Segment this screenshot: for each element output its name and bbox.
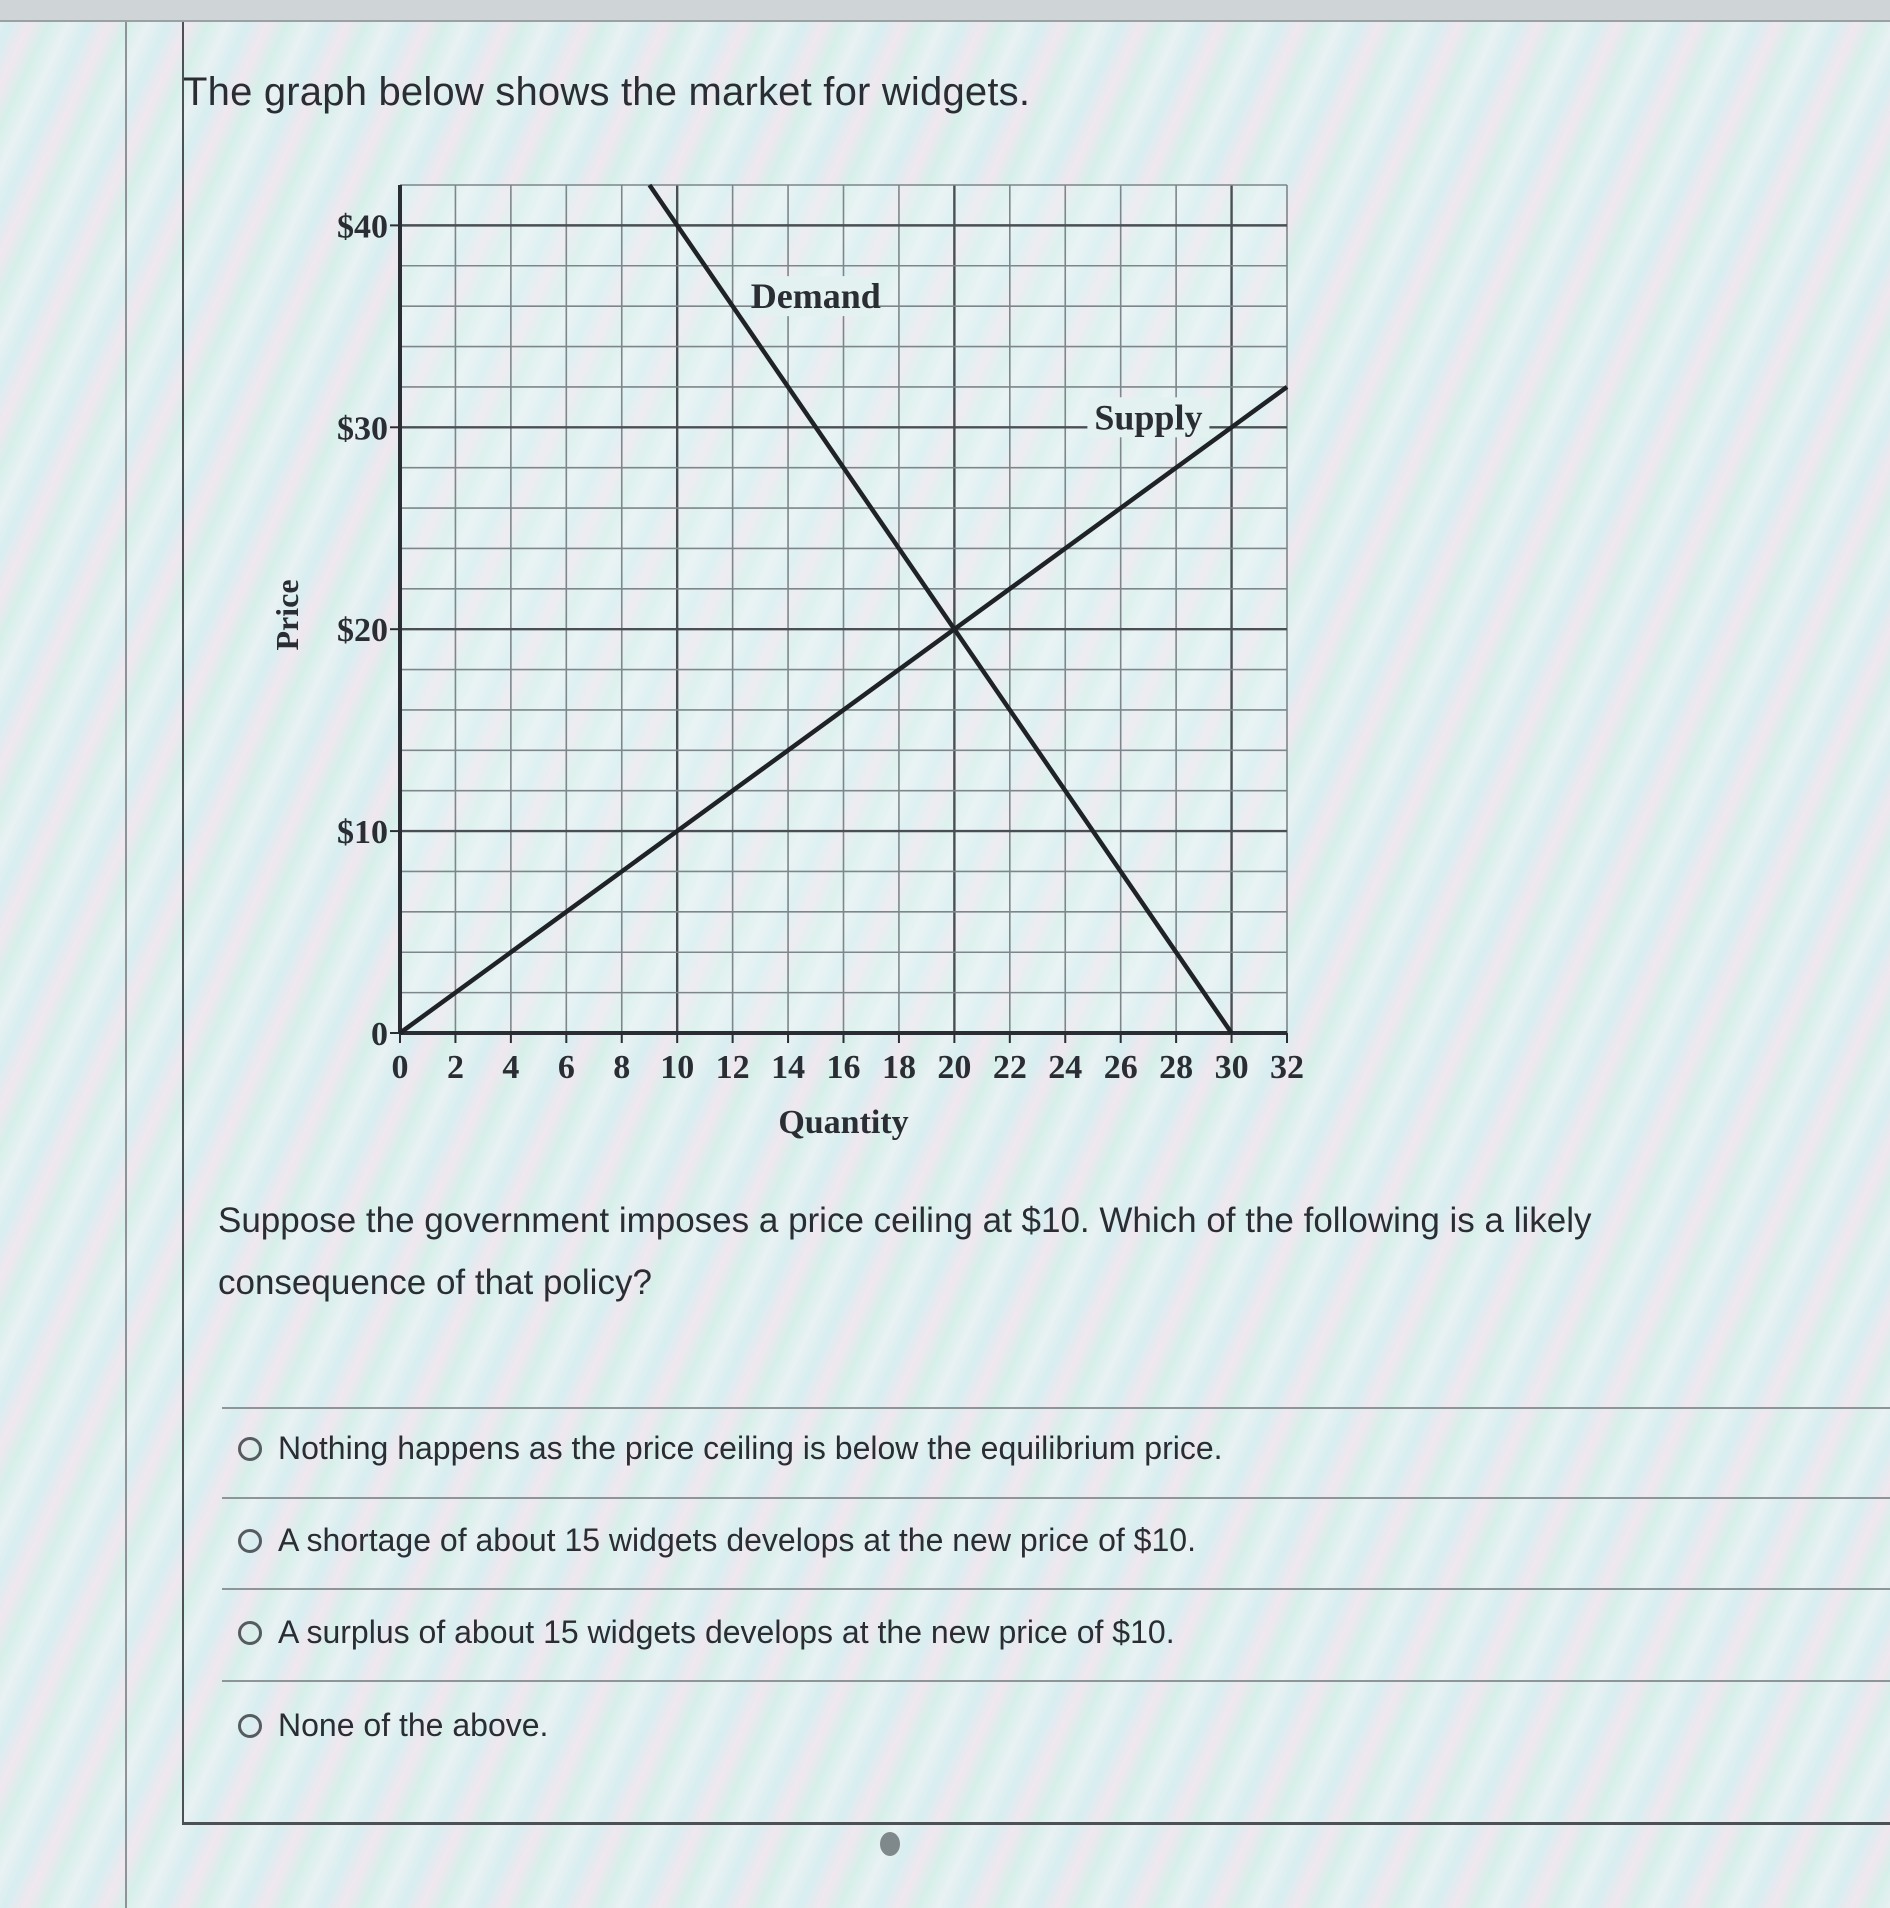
y-tick-label: $40 xyxy=(337,208,388,246)
x-tick-label: 18 xyxy=(881,1049,916,1086)
radio-button-icon[interactable] xyxy=(238,1621,262,1645)
radio-button-icon[interactable] xyxy=(238,1529,262,1553)
option-label: None of the above. xyxy=(278,1707,549,1743)
x-tick-label: 26 xyxy=(1103,1049,1138,1086)
x-tick-label: 24 xyxy=(1048,1049,1083,1086)
option-shortage[interactable] xyxy=(238,1522,1196,1559)
x-tick-label: 2 xyxy=(446,1049,464,1086)
supply-label: Supply xyxy=(1094,397,1203,438)
option-nothing-happens[interactable] xyxy=(238,1430,1223,1467)
x-axis-label: Quantity xyxy=(778,1104,909,1141)
y-tick-label: $20 xyxy=(337,612,388,650)
option-divider xyxy=(222,1680,1890,1682)
y-tick-label: 0 xyxy=(371,1016,388,1053)
option-surplus[interactable] xyxy=(238,1614,1175,1651)
option-none[interactable] xyxy=(238,1707,548,1744)
y-tick-label: $10 xyxy=(337,814,388,852)
option-label: A surplus of about 15 widgets develops at the new price of $10. xyxy=(278,1614,1175,1650)
x-tick-label: 4 xyxy=(502,1049,520,1086)
y-tick-label: $30 xyxy=(337,410,388,448)
camera-dot xyxy=(880,1832,900,1856)
option-divider xyxy=(222,1497,1890,1499)
demand-label: Demand xyxy=(750,276,881,317)
x-tick-label: 14 xyxy=(771,1049,806,1086)
x-tick-label: 22 xyxy=(992,1049,1027,1086)
option-divider xyxy=(222,1407,1890,1409)
x-tick-label: 12 xyxy=(715,1049,750,1086)
radio-button-icon[interactable] xyxy=(238,1437,262,1461)
x-tick-label: 0 xyxy=(391,1049,409,1086)
option-divider xyxy=(222,1588,1890,1590)
page-title: The graph below shows the market for widgets. xyxy=(183,70,1031,114)
x-tick-label: 20 xyxy=(937,1049,972,1086)
x-tick-label: 8 xyxy=(613,1049,631,1086)
option-label: A shortage of about 15 widgets develops at the new price of $10. xyxy=(278,1522,1196,1558)
x-tick-label: 32 xyxy=(1270,1049,1304,1086)
x-tick-label: 16 xyxy=(826,1049,861,1086)
radio-button-icon[interactable] xyxy=(238,1714,262,1738)
x-tick-label: 30 xyxy=(1214,1049,1249,1086)
x-tick-label: 6 xyxy=(557,1049,575,1086)
x-tick-label: 28 xyxy=(1159,1049,1194,1086)
question-text: Suppose the government imposes a price ceiling at $10. Which of the following is a likely consequence of that policy? xyxy=(218,1201,1592,1302)
x-tick-label: 10 xyxy=(660,1049,695,1086)
y-axis-label: Price xyxy=(269,579,305,651)
option-label: Nothing happens as the price ceiling is below the equilibrium price. xyxy=(278,1430,1223,1466)
